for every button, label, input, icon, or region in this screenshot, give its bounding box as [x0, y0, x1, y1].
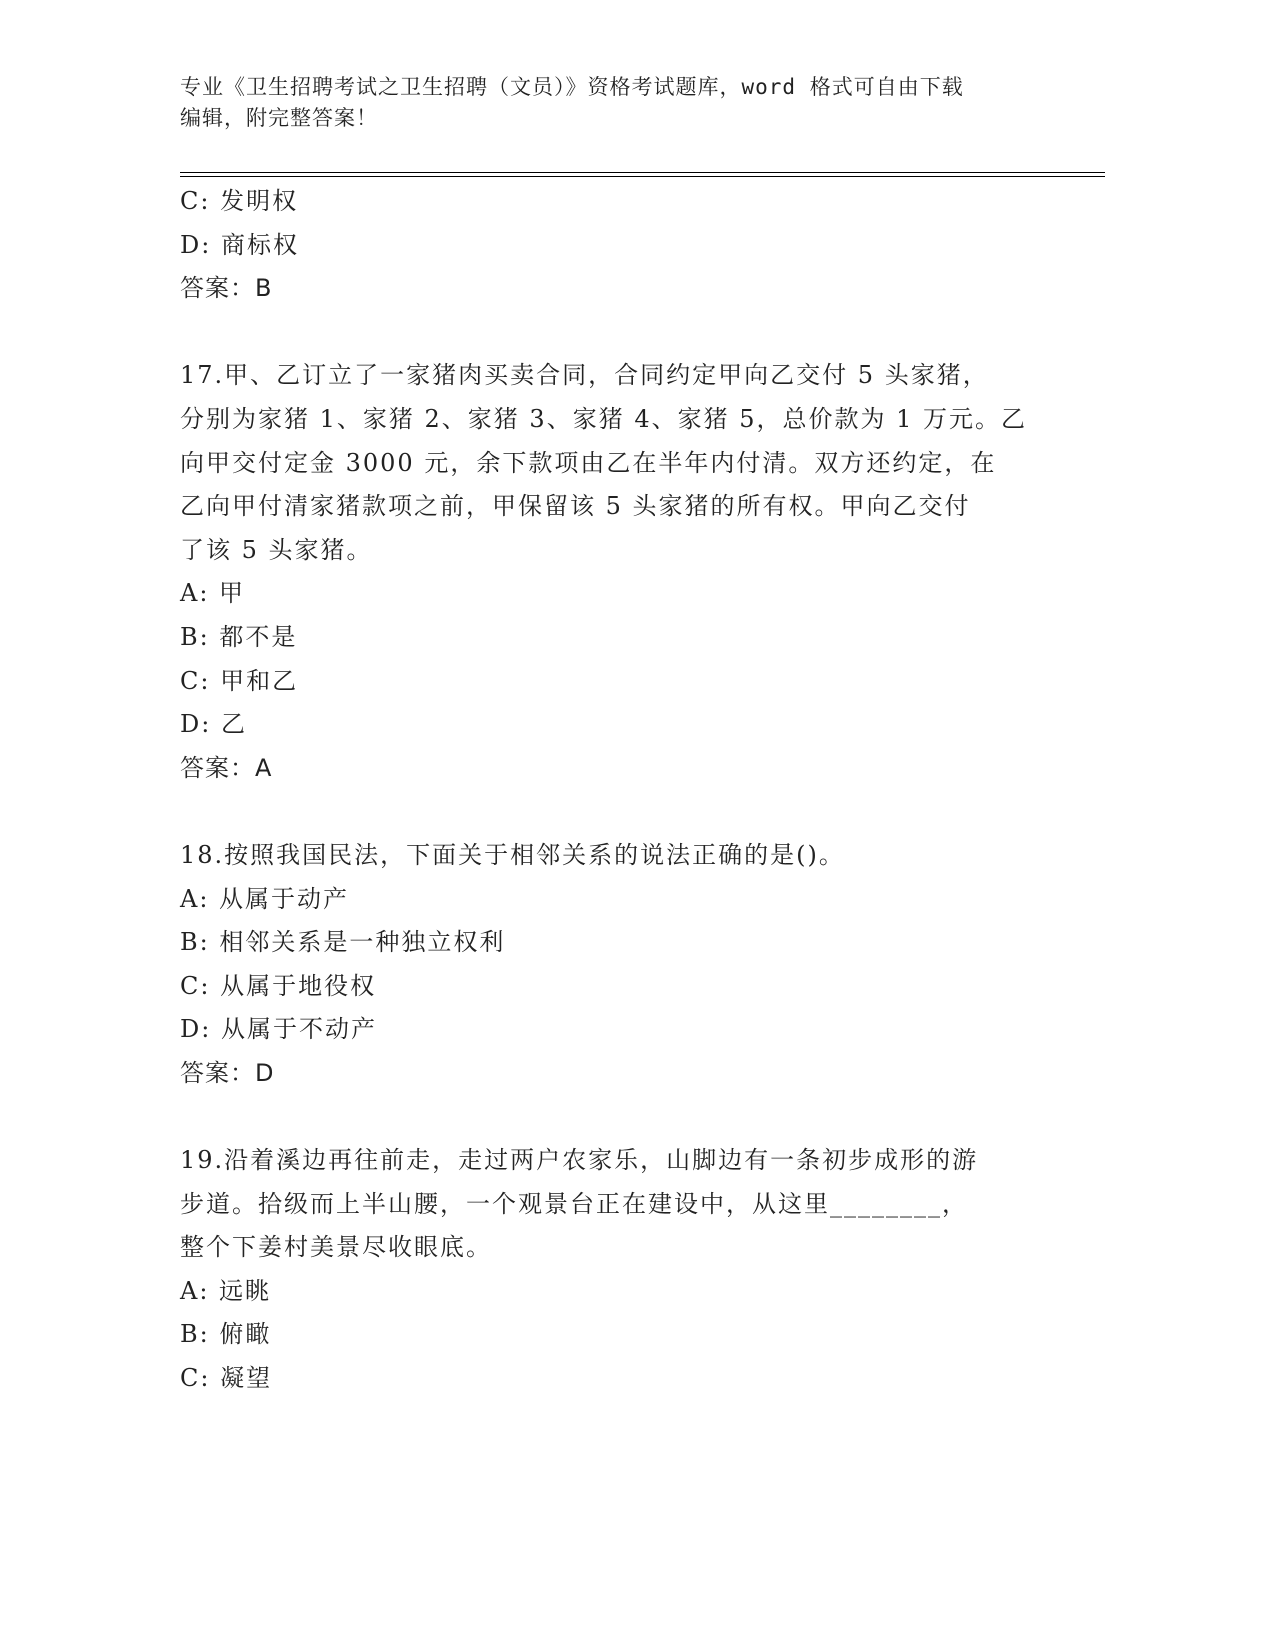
document-body: [180, 180, 1060, 1401]
q17-option-a: A: 甲: [180, 579, 246, 608]
q19-option-b: B: 俯瞰: [180, 1320, 272, 1349]
q19-option-c: C: 凝望: [180, 1364, 273, 1393]
spacer: [180, 311, 1060, 355]
q17-answer: 答案：A: [180, 753, 273, 782]
q18-option-b: B: 相邻关系是一种独立权利: [180, 928, 506, 957]
q18-answer: 答案：D: [180, 1058, 275, 1087]
q16-option-c: C: 发明权: [180, 187, 299, 215]
q19-text-line-1: 19.沿着溪边再往前走，走过两户农家乐，山脚边有一条初步成形的游: [180, 1146, 979, 1175]
spacer: [180, 1095, 1060, 1139]
q19-text-line-3: 整个下姜村美景尽收眼底。: [180, 1233, 492, 1262]
header-rule-bottom: [180, 176, 1105, 177]
q18-option-c: C: 从属于地役权: [180, 971, 377, 1000]
q18-option-d: D: 从属于不动产: [180, 1015, 377, 1044]
q17-option-c: C: 甲和乙: [180, 666, 299, 695]
header-rule-top: [180, 172, 1105, 173]
document-header: [180, 72, 1040, 134]
q17-text-line-5: 了该 5 头家猪。: [180, 535, 373, 564]
q16-answer: 答案：B: [180, 274, 273, 303]
q16-option-d: D: 商标权: [180, 230, 299, 259]
q17-text-line-3: 向甲交付定金 3000 元，余下款项由乙在半年内付清。双方还约定，在: [180, 448, 997, 477]
header-line-1: 专业《卫生招聘考试之卫生招聘（文员）》资格考试题库，word 格式可自由下载: [180, 75, 964, 99]
q19-text-line-2: 步道。拾级而上半山腰，一个观景台正在建设中，从这里________，: [180, 1189, 968, 1218]
q17-text-line-1: 17.甲、乙订立了一家猪肉买卖合同，合同约定甲向乙交付 5 头家猪，: [180, 361, 989, 390]
q17-text-line-4: 乙向甲付清家猪款项之前，甲保留该 5 头家猪的所有权。甲向乙交付: [180, 492, 971, 521]
q17-text-line-2: 分别为家猪 1、家猪 2、家猪 3、家猪 4、家猪 5，总价款为 1 万元。乙: [180, 404, 1028, 433]
q19-option-a: A: 远眺: [180, 1276, 272, 1305]
q18-question: 18.按照我国民法，下面关于相邻关系的说法正确的是()。: [180, 840, 845, 869]
q17-option-b: B: 都不是: [180, 622, 298, 651]
spacer: [180, 790, 1060, 834]
header-line-2: 编辑，附完整答案！: [180, 106, 378, 130]
q17-option-d: D: 乙: [180, 710, 247, 739]
q18-option-a: A: 从属于动产: [180, 884, 350, 913]
